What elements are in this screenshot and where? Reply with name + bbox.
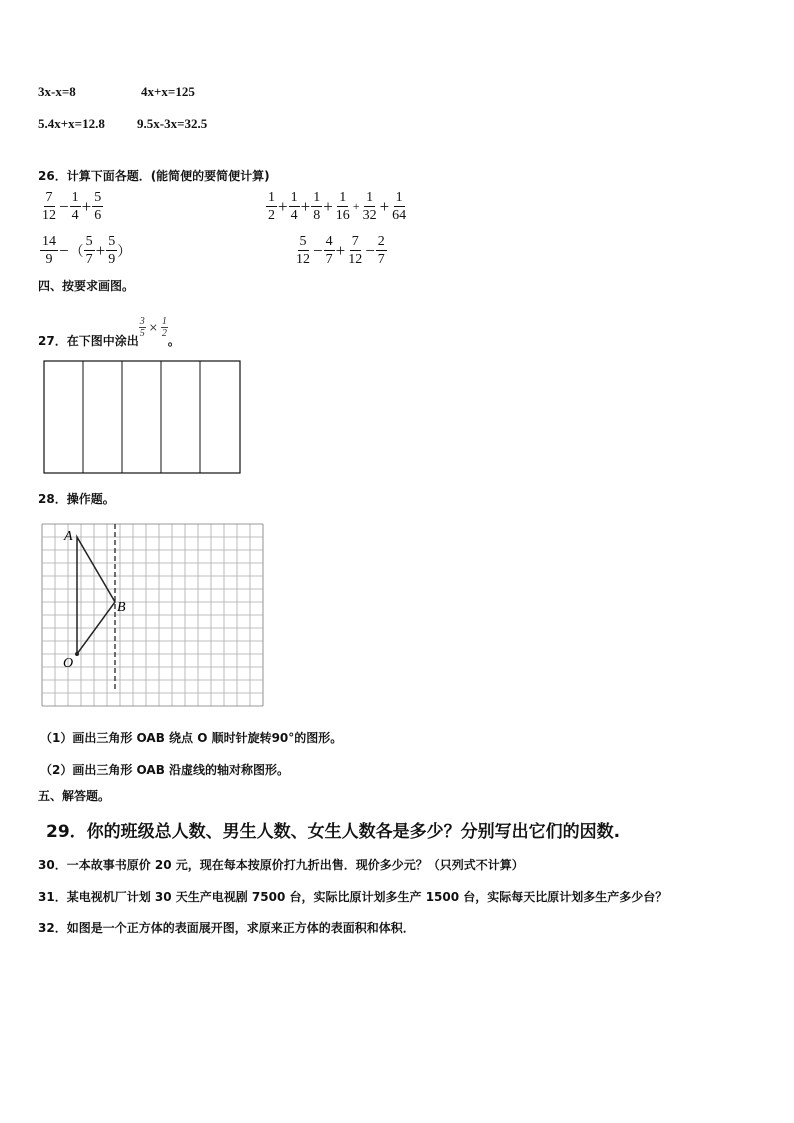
fraction: $\frac{1}{4}$ [71, 190, 79, 223]
q28-title: 28．操作题。 [38, 492, 115, 506]
fraction: $\frac{1}{32}$ [362, 190, 377, 223]
equation-4x: 4x+x=125 [141, 84, 195, 99]
q27-prompt: 27．在下图中涂出 $\frac{3}{5}$ × $\frac{1}{2}$ 。 [38, 316, 180, 348]
fraction: $\frac{2}{7}$ [377, 234, 385, 267]
label-b: B [117, 600, 126, 615]
rectangle-outline [44, 361, 240, 473]
grid [42, 524, 263, 706]
equation-9.5x: 9.5x-3x=32.5 [137, 116, 208, 131]
q28-grid-figure [38, 520, 268, 710]
fraction: $\frac{5}{9}$ [108, 234, 116, 267]
q28-part1: （1）画出三角形 OAB 绕点 O 顺时针旋转90°的图形。 [40, 731, 343, 745]
triangle-oab [77, 537, 115, 654]
q29: 29．你的班级总人数、男生人数、女生人数各是多少？分别写出它们的因数. [46, 822, 621, 842]
label-a: A [64, 529, 73, 544]
label-o: O [63, 656, 74, 671]
fraction: $\frac{1}{16}$ [335, 190, 350, 223]
fraction: $\frac{1}{4}$ [290, 190, 298, 223]
fraction: $\frac{4}{7}$ [325, 234, 333, 267]
q26-expr3: $\frac{14}{9}$ − （ $\frac{5}{7}$ + $\frac{5}{9}$ ） [42, 234, 132, 267]
fraction: $\frac{14}{9}$ [42, 234, 56, 267]
fraction: $\frac{1}{2}$ [161, 316, 167, 339]
fraction: $\frac{5}{6}$ [94, 190, 102, 223]
q31: 31．某电视机厂计划 30 天生产电视剧 7500 台，实际比原计划多生产 1500 台，实际每天比原计划多生产多少台？ [38, 890, 668, 904]
q28-part2: （2）画出三角形 OAB 沿虚线的轴对称图形。 [40, 763, 290, 777]
fraction: $\frac{1}{2}$ [268, 190, 275, 223]
q32: 32．如图是一个正方体的表面展开图，求原来正方体的表面积和体积． [38, 921, 415, 935]
fraction: $\frac{1}{8}$ [313, 190, 321, 223]
fraction: $\frac{7}{12}$ [42, 190, 56, 223]
section4-title: 四、按要求画图。 [38, 279, 135, 293]
q27-rectangle [43, 360, 243, 475]
fraction: $\frac{3}{5}$ [139, 316, 145, 339]
q26-expr2: $\frac{1}{2}$ + $\frac{1}{4}$ + $\frac{1}{8}$ + $\frac{1}{16}$ + $\frac{1}{32}$ + $\frac{1}{64}$ [268, 190, 407, 223]
q26-expr1: $\frac{7}{12}$ − $\frac{1}{4}$ + $\frac{5}{6}$ [42, 190, 102, 223]
q30: 30．一本故事书原价 20 元，现在每本按原价打九折出售．现价多少元？（只列式不计算） [38, 858, 524, 872]
fraction: $\frac{5}{7}$ [85, 234, 93, 267]
point-o-dot [75, 652, 79, 656]
q26-expr4: $\frac{5}{12}$ − $\frac{4}{7}$ + $\frac{7}{12}$ − $\frac{2}{7}$ [296, 234, 385, 267]
equation-5.4x: 5.4x+x=12.8 [38, 116, 105, 131]
fraction: $\frac{7}{12}$ [348, 234, 363, 267]
equation-3x: 3x-x=8 [38, 84, 76, 99]
fraction: $\frac{1}{64}$ [392, 190, 407, 223]
section5-title: 五、解答题。 [38, 789, 111, 803]
fraction: $\frac{5}{12}$ [296, 234, 310, 267]
q26-title: 26．计算下面各题．(能简便的要简便计算) [38, 169, 270, 183]
